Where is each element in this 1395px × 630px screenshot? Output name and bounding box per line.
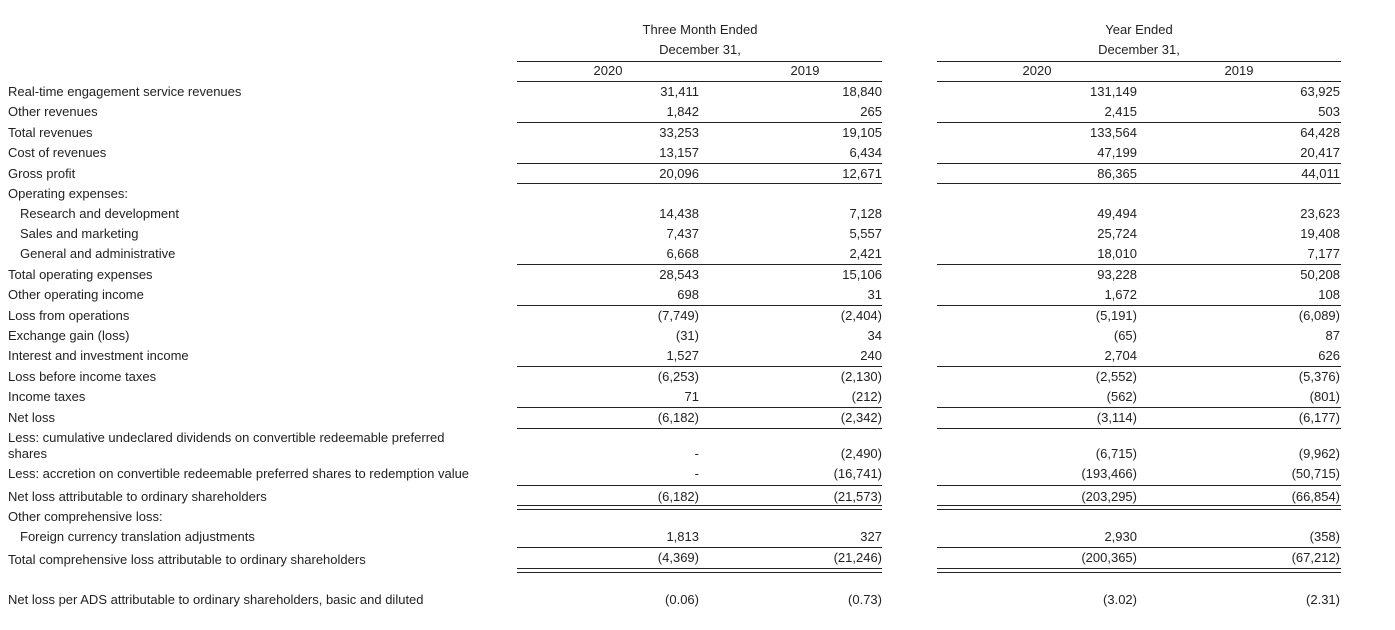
row-label-loss-from-operations: Loss from operations [8,308,130,323]
rule-gross-profit-3m [517,163,882,164]
cell-total-revenues-3m-2020: 33,253 [659,125,699,140]
cell-gross-profit-3m-2020: 20,096 [659,166,699,181]
row-label-sales-marketing: Sales and marketing [20,226,139,241]
row-label-undeclared-dividends-line1: Less: cumulative undeclared dividends on convertible redeemable preferred [8,430,445,445]
cell-undeclared-dividends-y-2020: (6,715) [1095,446,1137,461]
cell-research-development-y-2020: 49,494 [1097,206,1137,221]
cell-total-comprehensive-y-2020: (200,365) [1081,550,1137,565]
cell-sales-marketing-y-2020: 25,724 [1097,226,1137,241]
rule-loss-before-taxes-y [937,366,1341,367]
year-header-line1: Year Ended [1105,22,1173,37]
cell-general-administrative-3m-2019: 2,421 [849,246,882,261]
cell-total-comprehensive-3m-2019: (21,246) [833,550,882,565]
row-label-gross-profit: Gross profit [8,166,76,181]
year-label-3m-2019: 2019 [790,63,820,78]
rule-loss-before-taxes-3m [517,366,882,367]
cell-accretion-y-2020: (193,466) [1081,466,1137,481]
cell-other-operating-income-y-2019: 108 [1318,287,1340,302]
row-label-operating-expenses: Operating expenses: [8,186,128,201]
cell-general-administrative-y-2019: 7,177 [1307,246,1340,261]
rule-net-loss-3m [517,407,882,408]
cell-cost-of-revenues-3m-2019: 6,434 [849,145,882,160]
cell-interest-income-3m-2020: 1,527 [666,348,699,363]
cell-research-development-3m-2020: 14,438 [659,206,699,221]
row-label-net-loss-per-ads: Net loss per ADS attributable to ordinary shareholders, basic and diluted [8,592,424,607]
cell-total-comprehensive-y-2019: (67,212) [1291,550,1340,565]
rule-loss-from-operations-3m [517,305,882,306]
cell-other-operating-income-y-2020: 1,672 [1104,287,1137,302]
cell-interest-income-3m-2019: 240 [860,348,882,363]
cell-net-loss-ordinary-y-2020: (203,295) [1081,489,1137,504]
three-month-header-line1: Three Month Ended [642,22,758,37]
rule-total-revenues-y [937,122,1341,123]
cell-engagement-revenues-3m-2019: 18,840 [842,84,882,99]
cell-research-development-y-2019: 23,623 [1300,206,1340,221]
year-label-y-2019: 2019 [1224,63,1254,78]
cell-cost-of-revenues-y-2019: 20,417 [1300,145,1340,160]
rule-total-revenues-3m [517,122,882,123]
row-label-exchange-gain-loss: Exchange gain (loss) [8,328,130,343]
double-rule-total-comprehensive-3m [517,568,882,573]
cell-total-revenues-y-2020: 133,564 [1090,125,1137,140]
cell-net-loss-per-ads-3m-2019: (0.73) [848,592,882,607]
cell-loss-before-taxes-y-2019: (5,376) [1298,369,1340,384]
rule-net-loss-ordinary-3m [517,485,882,486]
rule-net-loss-y [937,407,1341,408]
rule-after-gross-profit-y [937,183,1341,184]
cell-engagement-revenues-y-2019: 63,925 [1300,84,1340,99]
cell-net-loss-ordinary-3m-2020: (6,182) [657,489,699,504]
row-label-foreign-currency: Foreign currency translation adjustments [20,529,255,544]
row-label-other-operating-income: Other operating income [8,287,144,302]
year-label-y-2020: 2020 [1022,63,1052,78]
cell-total-opex-3m-2019: 15,106 [842,267,882,282]
years-rule-three-month [517,81,882,82]
cell-sales-marketing-3m-2019: 5,557 [849,226,882,241]
cell-general-administrative-3m-2020: 6,668 [666,246,699,261]
cell-foreign-currency-y-2019: (358) [1309,529,1340,544]
cell-undeclared-dividends-3m-2020: - [694,446,699,461]
cell-other-revenues-3m-2019: 265 [860,104,882,119]
double-rule-total-comprehensive-y [937,568,1341,573]
cell-other-operating-income-3m-2020: 698 [677,287,699,302]
header-rule-three-month [517,61,882,62]
cell-income-taxes-y-2019: (801) [1309,389,1340,404]
year-header-line2: December 31, [1098,42,1180,57]
cell-sales-marketing-3m-2020: 7,437 [666,226,699,241]
cell-gross-profit-y-2019: 44,011 [1301,166,1340,181]
cell-loss-from-operations-y-2020: (5,191) [1095,308,1137,323]
rule-total-opex-y [937,264,1341,265]
row-label-loss-before-income-taxes: Loss before income taxes [8,369,157,384]
double-rule-net-loss-ordinary-y [937,505,1341,510]
row-label-total-revenues: Total revenues [8,125,93,140]
rule-total-comprehensive-3m [517,547,882,548]
row-label-income-taxes: Income taxes [8,389,86,404]
cell-total-revenues-3m-2019: 19,105 [842,125,882,140]
cell-net-loss-ordinary-y-2019: (66,854) [1291,489,1340,504]
row-label-total-comprehensive-loss: Total comprehensive loss attributable to ordinary shareholders [8,552,366,567]
rule-net-loss-ordinary-y [937,485,1341,486]
row-label-research-development: Research and development [20,206,179,221]
rule-after-gross-profit-3m [517,183,882,184]
cell-gross-profit-3m-2019: 12,671 [842,166,882,181]
cell-foreign-currency-3m-2019: 327 [860,529,882,544]
rule-total-opex-3m [517,264,882,265]
row-label-general-administrative: General and administrative [20,246,176,261]
three-month-header [600,20,800,60]
cell-total-comprehensive-3m-2020: (4,369) [657,550,699,565]
cell-loss-from-operations-3m-2019: (2,404) [840,308,882,323]
cell-net-loss-per-ads-3m-2020: (0.06) [665,592,699,607]
cell-engagement-revenues-3m-2020: 31,411 [660,84,699,99]
cell-total-opex-y-2019: 50,208 [1300,267,1340,282]
year-header [1039,20,1239,60]
rule-loss-from-operations-y [937,305,1341,306]
rule-gross-profit-y [937,163,1341,164]
cell-net-loss-3m-2019: (2,342) [840,410,882,425]
cell-total-revenues-y-2019: 64,428 [1300,125,1340,140]
cell-general-administrative-y-2020: 18,010 [1097,246,1137,261]
row-label-net-loss-ordinary: Net loss attributable to ordinary shareholders [8,489,267,504]
row-label-other-revenues: Other revenues [8,104,98,119]
row-label-undeclared-dividends-line2: shares [8,446,48,461]
rule-after-net-loss-y [937,428,1341,429]
cell-other-revenues-y-2019: 503 [1318,104,1340,119]
cell-accretion-3m-2019: (16,741) [833,466,882,481]
cell-income-taxes-3m-2020: 71 [684,389,699,404]
cell-undeclared-dividends-y-2019: (9,962) [1298,446,1340,461]
row-label-engagement-revenues: Real-time engagement service revenues [8,84,242,99]
cell-net-loss-ordinary-3m-2019: (21,573) [833,489,882,504]
cell-net-loss-y-2019: (6,177) [1298,410,1340,425]
cell-other-revenues-y-2020: 2,415 [1104,104,1137,119]
cell-undeclared-dividends-3m-2019: (2,490) [840,446,882,461]
cell-interest-income-y-2019: 626 [1318,348,1340,363]
row-label-other-comprehensive-loss: Other comprehensive loss: [8,509,163,524]
header-rule-year [937,61,1341,62]
year-label-3m-2020: 2020 [593,63,623,78]
cell-loss-before-taxes-y-2020: (2,552) [1095,369,1137,384]
cell-income-taxes-y-2020: (562) [1106,389,1137,404]
cell-exchange-gain-loss-3m-2019: 34 [867,328,882,343]
cell-exchange-gain-loss-y-2020: (65) [1113,328,1137,343]
cell-exchange-gain-loss-3m-2020: (31) [675,328,699,343]
cell-other-revenues-3m-2020: 1,842 [666,104,699,119]
cell-net-loss-y-2020: (3,114) [1096,410,1137,425]
row-label-interest-investment-income: Interest and investment income [8,348,189,363]
cell-cost-of-revenues-y-2020: 47,199 [1097,145,1137,160]
row-label-net-loss: Net loss [8,410,55,425]
three-month-header-line2: December 31, [659,42,741,57]
cell-sales-marketing-y-2019: 19,408 [1300,226,1340,241]
cell-net-loss-3m-2020: (6,182) [657,410,699,425]
years-rule-year [937,81,1341,82]
cell-engagement-revenues-y-2020: 131,149 [1090,84,1137,99]
cell-accretion-3m-2020: - [694,466,699,481]
cell-income-taxes-3m-2019: (212) [851,389,882,404]
row-label-cost-of-revenues: Cost of revenues [8,145,107,160]
cell-net-loss-per-ads-y-2019: (2.31) [1306,592,1340,607]
cell-foreign-currency-3m-2020: 1,813 [666,529,699,544]
row-label-accretion: Less: accretion on convertible redeemable preferred shares to redemption value [8,466,470,481]
cell-net-loss-per-ads-y-2020: (3.02) [1103,592,1137,607]
rule-total-comprehensive-y [937,547,1341,548]
cell-loss-before-taxes-3m-2019: (2,130) [840,369,882,384]
cell-loss-before-taxes-3m-2020: (6,253) [657,369,699,384]
cell-foreign-currency-y-2020: 2,930 [1104,529,1137,544]
cell-loss-from-operations-3m-2020: (7,749) [657,308,699,323]
cell-cost-of-revenues-3m-2020: 13,157 [659,145,699,160]
cell-accretion-y-2019: (50,715) [1291,466,1340,481]
row-label-total-operating-expenses: Total operating expenses [8,267,153,282]
rule-after-net-loss-3m [517,428,882,429]
cell-exchange-gain-loss-y-2019: 87 [1325,328,1340,343]
cell-other-operating-income-3m-2019: 31 [867,287,882,302]
cell-interest-income-y-2020: 2,704 [1104,348,1137,363]
cell-total-opex-y-2020: 93,228 [1097,267,1137,282]
cell-gross-profit-y-2020: 86,365 [1097,166,1137,181]
double-rule-net-loss-ordinary-3m [517,505,882,510]
cell-loss-from-operations-y-2019: (6,089) [1298,308,1340,323]
cell-total-opex-3m-2020: 28,543 [659,267,699,282]
cell-research-development-3m-2019: 7,128 [849,206,882,221]
